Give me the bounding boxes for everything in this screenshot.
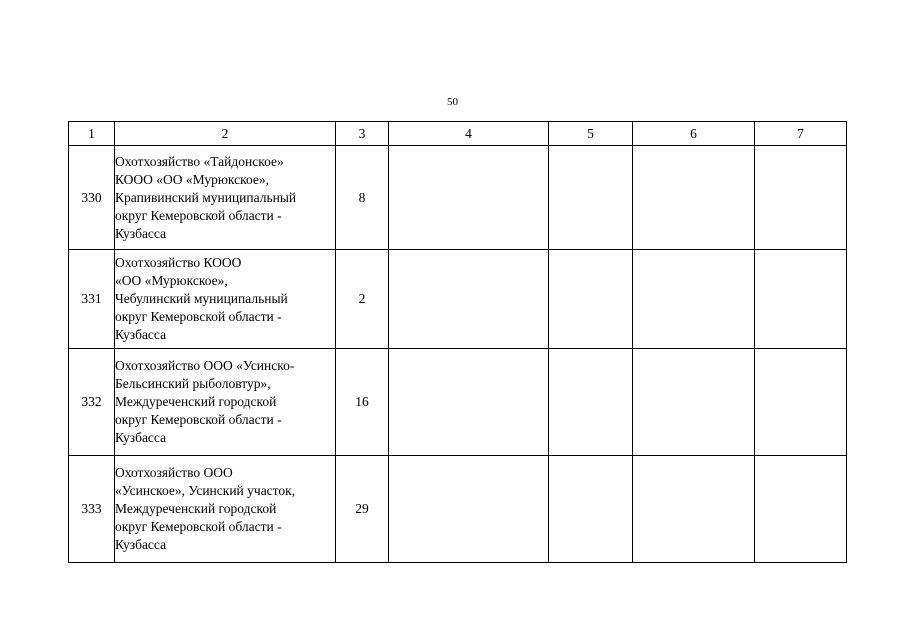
name-line: Кузбасса — [115, 225, 167, 241]
name-line: округ Кемеровской области - — [115, 412, 282, 427]
header-cell-5: 5 — [549, 122, 633, 146]
quantity-cell: 29 — [336, 456, 389, 563]
name-line: округ Кемеровской области - — [115, 309, 282, 324]
name-line: округ Кемеровской области - — [115, 207, 282, 223]
quantity-cell: 16 — [336, 349, 389, 456]
col7-cell — [755, 250, 847, 349]
col7-cell — [755, 456, 847, 563]
col5-cell — [549, 250, 633, 349]
name-line: Кузбасса — [115, 537, 167, 552]
name-line: округ Кемеровской области - — [115, 519, 282, 534]
row-number: 333 — [69, 456, 115, 563]
row-number: 330 — [69, 146, 115, 250]
name-line: КООО «ОО «Мурюкское», — [115, 171, 270, 187]
name-line: Междуреченский городской — [115, 501, 277, 516]
row-number: 332 — [69, 349, 115, 456]
col4-cell — [389, 250, 549, 349]
header-cell-4: 4 — [389, 122, 549, 146]
name-line: Крапивинский муниципальный — [115, 189, 297, 205]
quantity-cell: 2 — [336, 250, 389, 349]
table-row — [69, 456, 847, 563]
hunting-ground-name — [115, 146, 336, 250]
page-number: 50 — [447, 96, 458, 108]
header-cell-3: 3 — [336, 122, 389, 146]
col6-cell — [633, 250, 755, 349]
name-line: Бельсинский рыболовтур», — [115, 376, 271, 391]
col6-cell — [633, 349, 755, 456]
col6-cell — [633, 146, 755, 250]
header-cell-2: 2 — [115, 122, 336, 146]
col5-cell — [549, 456, 633, 563]
table-row — [69, 250, 847, 349]
col7-cell — [755, 349, 847, 456]
header-cell-1: 1 — [69, 122, 115, 146]
data-table — [68, 121, 847, 563]
header-cell-7: 7 — [755, 122, 847, 146]
header-cell-6: 6 — [633, 122, 755, 146]
name-line: «ОО «Мурюкское», — [115, 273, 228, 288]
hunting-ground-name — [115, 456, 336, 563]
name-line: Охотхозяйство КООО — [115, 255, 242, 270]
col6-cell — [633, 456, 755, 563]
table-row — [69, 349, 847, 456]
quantity-cell: 8 — [336, 146, 389, 250]
col4-cell — [389, 146, 549, 250]
name-line: Кузбасса — [115, 327, 167, 342]
col7-cell — [755, 146, 847, 250]
name-line: Чебулинский муниципальный — [115, 291, 288, 306]
col4-cell — [389, 349, 549, 456]
name-line: Междуреченский городской — [115, 394, 277, 409]
name-line: Охотхозяйство ООО «Усинско- — [115, 358, 295, 373]
name-line: Охотхозяйство «Тайдонское» — [115, 153, 284, 169]
name-line: «Усинское», Усинский участок, — [115, 483, 296, 498]
name-line: Охотхозяйство ООО — [115, 465, 233, 480]
row-number: 331 — [69, 250, 115, 349]
table-row — [69, 146, 847, 250]
header-row — [69, 122, 847, 146]
name-line: Кузбасса — [115, 430, 167, 445]
col5-cell — [549, 146, 633, 250]
col4-cell — [389, 456, 549, 563]
col5-cell — [549, 349, 633, 456]
hunting-ground-name — [115, 250, 336, 349]
hunting-ground-name — [115, 349, 336, 456]
